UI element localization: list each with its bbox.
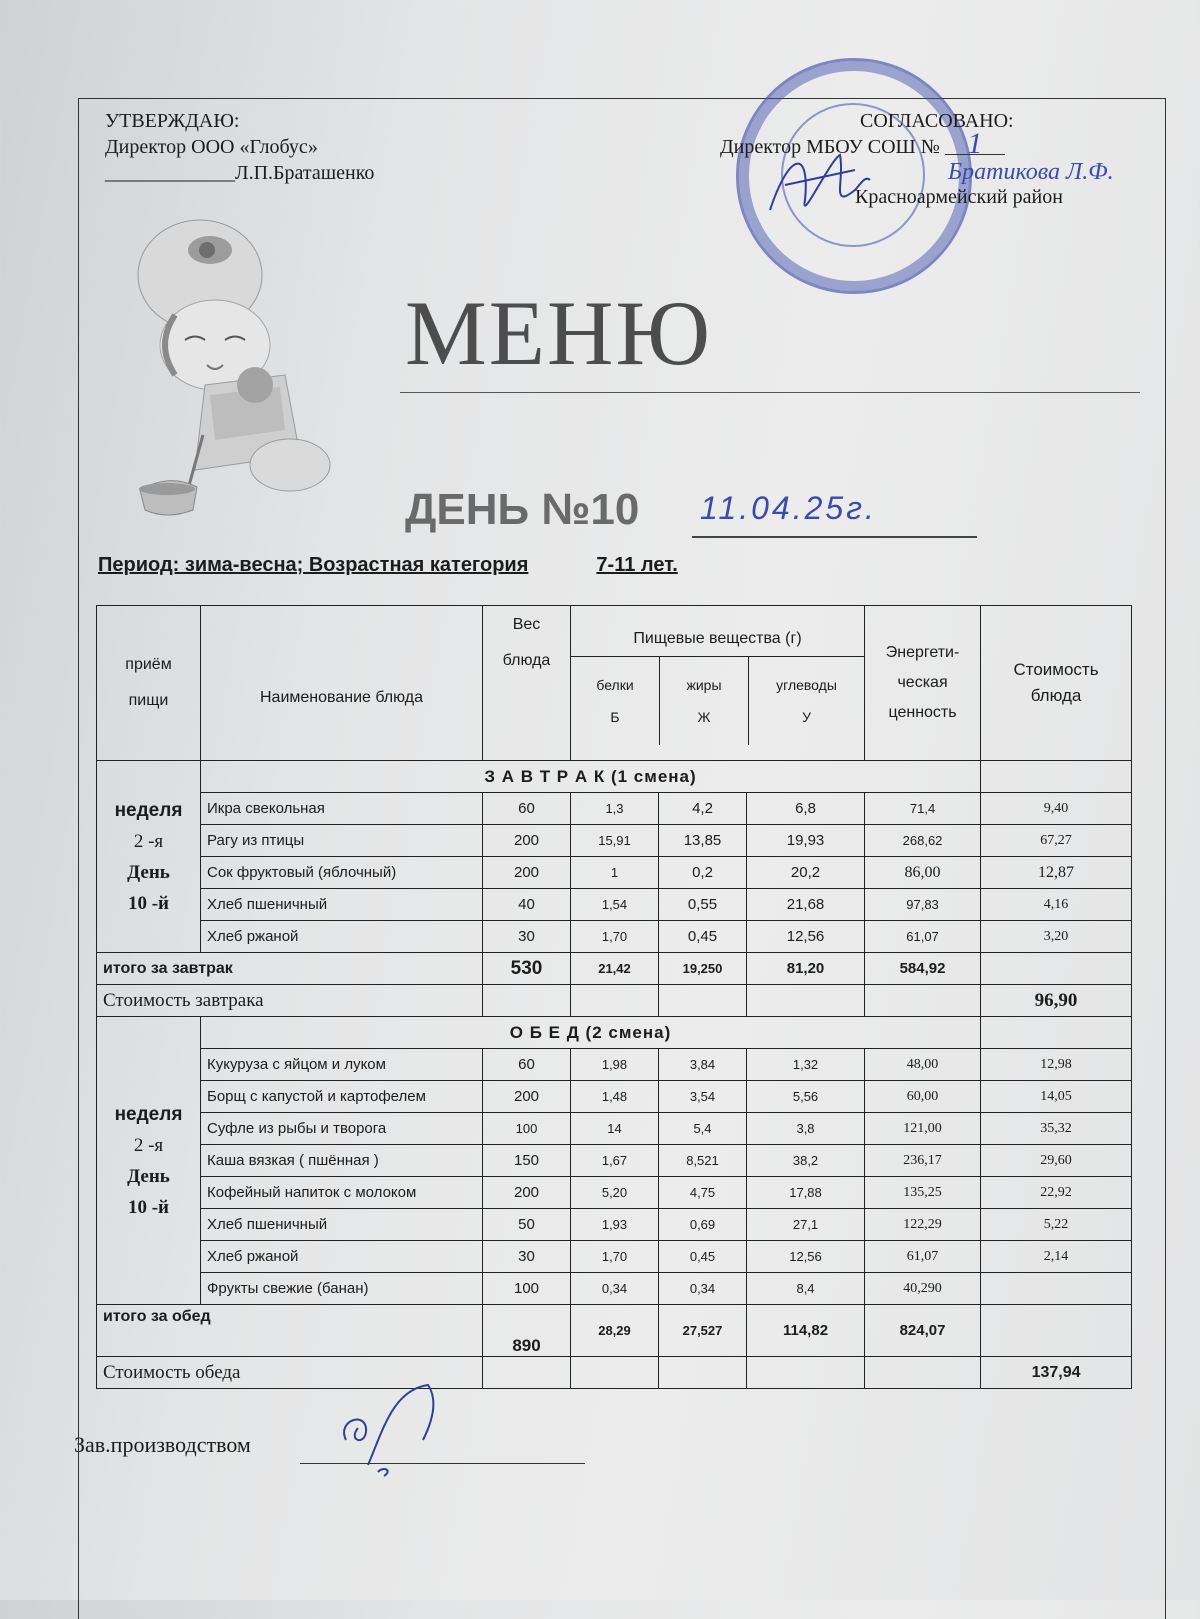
table-row — [97, 793, 1132, 825]
dish-fat: 4,2 — [659, 793, 747, 825]
dish-name: Кукуруза с яйцом и луком — [201, 1049, 483, 1081]
dish-fat: 4,75 — [659, 1177, 747, 1209]
agree-title: СОГЛАСОВАНО: — [860, 110, 1014, 132]
dish-cost: 14,05 — [981, 1081, 1132, 1113]
dish-name: Фрукты свежие (банан) — [201, 1273, 483, 1305]
header-carbs: углеводы У — [776, 676, 837, 725]
total-protein: 21,42 — [571, 953, 659, 985]
dish-name: Икра свекольная — [201, 793, 483, 825]
dish-cost: 9,40 — [981, 793, 1132, 825]
approve-signature-line: _____________Л.П.Браташенко — [105, 162, 375, 184]
dish-carbs: 12,56 — [747, 921, 865, 953]
dish-cost: 2,14 — [981, 1241, 1132, 1273]
dish-energy: 135,25 — [865, 1177, 981, 1209]
dish-weight: 200 — [483, 825, 571, 857]
dish-cost: 4,16 — [981, 889, 1132, 921]
table-row — [97, 1241, 1132, 1273]
dish-fat: 0,55 — [659, 889, 747, 921]
dish-weight: 200 — [483, 1177, 571, 1209]
total-label: итого за обед — [97, 1305, 483, 1357]
cost-value: 96,90 — [981, 985, 1132, 1017]
dish-fat: 0,34 — [659, 1273, 747, 1305]
dish-weight: 50 — [483, 1209, 571, 1241]
header-cost: Стоимость блюда — [981, 606, 1132, 761]
dish-fat: 13,85 — [659, 825, 747, 857]
date-underline — [692, 536, 977, 538]
dish-protein: 1,70 — [571, 1241, 659, 1273]
breakfast-section-row — [97, 761, 1132, 793]
period-line — [98, 554, 678, 577]
breakfast-cost-row — [97, 985, 1132, 1017]
table-row — [97, 1081, 1132, 1113]
footer-label: Зав.производством — [74, 1432, 251, 1457]
dish-fat: 3,84 — [659, 1049, 747, 1081]
table-row — [97, 1113, 1132, 1145]
dish-energy: 121,00 — [865, 1113, 981, 1145]
dish-name: Хлеб пшеничный — [201, 1209, 483, 1241]
dish-protein: 1,3 — [571, 793, 659, 825]
dish-carbs: 8,4 — [747, 1273, 865, 1305]
table-row — [97, 1145, 1132, 1177]
dish-cost: 5,22 — [981, 1209, 1132, 1241]
lunch-section-title: О Б Е Д (2 смена) — [201, 1017, 981, 1049]
dish-cost: 35,32 — [981, 1113, 1132, 1145]
dish-fat: 8,521 — [659, 1145, 747, 1177]
dish-name: Борщ с капустой и картофелем — [201, 1081, 483, 1113]
total-label: итого за завтрак — [97, 953, 483, 985]
dish-carbs: 6,8 — [747, 793, 865, 825]
nutrients-title: Пищевые вещества (г) — [571, 622, 864, 657]
approve-title: УТВЕРЖДАЮ: — [105, 110, 240, 132]
table-row — [97, 1273, 1132, 1305]
dish-cost — [981, 1273, 1132, 1305]
dish-fat: 0,45 — [659, 921, 747, 953]
dish-weight: 200 — [483, 1081, 571, 1113]
dish-name: Суфле из рыбы и творога — [201, 1113, 483, 1145]
handwritten-date: 11.04.25г. — [700, 490, 877, 526]
dish-carbs: 1,32 — [747, 1049, 865, 1081]
header-nutrients — [571, 606, 865, 761]
dish-fat: 5,4 — [659, 1113, 747, 1145]
header-fat: жиры Ж — [660, 657, 749, 745]
header-protein: белки Б — [571, 657, 660, 745]
total-energy: 584,92 — [865, 953, 981, 985]
dish-weight: 30 — [483, 1241, 571, 1273]
dish-name: Хлеб ржаной — [201, 921, 483, 953]
dish-cost: 29,60 — [981, 1145, 1132, 1177]
dish-carbs: 3,8 — [747, 1113, 865, 1145]
dish-energy: 48,00 — [865, 1049, 981, 1081]
dish-carbs: 19,93 — [747, 825, 865, 857]
dish-name: Хлеб ржаной — [201, 1241, 483, 1273]
agree-district: Красноармейский район — [855, 186, 1063, 208]
dish-name: Рагу из птицы — [201, 825, 483, 857]
lunch-week-cell: неделя 2 -я День 10 -й — [97, 1017, 201, 1305]
dish-weight: 100 — [483, 1113, 571, 1145]
lunch-total-row — [97, 1305, 1132, 1357]
dish-carbs: 5,56 — [747, 1081, 865, 1113]
dish-weight: 30 — [483, 921, 571, 953]
header-dish: Наименование блюда — [201, 606, 483, 761]
dish-energy: 236,17 — [865, 1145, 981, 1177]
dish-energy: 71,4 — [865, 793, 981, 825]
dish-energy: 268,62 — [865, 825, 981, 857]
dish-energy: 61,07 — [865, 1241, 981, 1273]
dish-weight: 150 — [483, 1145, 571, 1177]
dish-cost: 67,27 — [981, 825, 1132, 857]
table-row — [97, 825, 1132, 857]
page-title: МЕНЮ — [405, 282, 712, 384]
dish-energy: 40,290 — [865, 1273, 981, 1305]
table-header-row — [97, 606, 1132, 761]
table-row — [97, 889, 1132, 921]
dish-weight: 200 — [483, 857, 571, 889]
chef-illustration — [115, 205, 345, 525]
director-signature — [760, 140, 880, 230]
dish-protein: 14 — [571, 1113, 659, 1145]
total-fat: 19,250 — [659, 953, 747, 985]
dish-cost: 3,20 — [981, 921, 1132, 953]
breakfast-total-row — [97, 953, 1132, 985]
dish-energy: 122,29 — [865, 1209, 981, 1241]
cost-label: Стоимость обеда — [97, 1357, 483, 1389]
total-carbs: 114,82 — [747, 1305, 865, 1357]
dish-carbs: 38,2 — [747, 1145, 865, 1177]
agree-handwritten-name: Братикова Л.Ф. — [948, 159, 1114, 185]
dish-name: Сок фруктовый (яблочный) — [201, 857, 483, 889]
total-carbs: 81,20 — [747, 953, 865, 985]
period-ages: 7-11 лет. — [596, 554, 678, 576]
header-meal: приём пищи — [97, 606, 201, 761]
dish-protein: 1,54 — [571, 889, 659, 921]
period-label: Период: зима-весна; Возрастная категория — [98, 554, 529, 576]
dish-protein: 1,67 — [571, 1145, 659, 1177]
table-row — [97, 857, 1132, 889]
day-title: ДЕНЬ №10 — [405, 485, 640, 534]
cost-value: 137,94 — [981, 1357, 1132, 1389]
agree-position: Директор МБОУ СОШ № — [720, 136, 940, 158]
approve-block — [105, 108, 374, 186]
header-energy: Энергети- ческая ценность — [865, 606, 981, 761]
dish-protein: 0,34 — [571, 1273, 659, 1305]
table-row — [97, 921, 1132, 953]
dish-fat: 0,45 — [659, 1241, 747, 1273]
agree-school-number: 1 — [945, 134, 1005, 155]
dish-weight: 40 — [483, 889, 571, 921]
dish-carbs: 17,88 — [747, 1177, 865, 1209]
table-row — [97, 1049, 1132, 1081]
dish-carbs: 21,68 — [747, 889, 865, 921]
dish-fat: 0,69 — [659, 1209, 747, 1241]
table-row — [97, 1177, 1132, 1209]
breakfast-section-title: З А В Т Р А К (1 смена) — [201, 761, 981, 793]
dish-energy: 97,83 — [865, 889, 981, 921]
dish-name: Кофейный напиток с молоком — [201, 1177, 483, 1209]
menu-table — [96, 605, 1132, 1389]
dish-weight: 60 — [483, 1049, 571, 1081]
total-weight: 890 — [483, 1305, 571, 1357]
total-protein: 28,29 — [571, 1305, 659, 1357]
dish-cost: 22,92 — [981, 1177, 1132, 1209]
dish-name: Каша вязкая ( пшённая ) — [201, 1145, 483, 1177]
cost-label: Стоимость завтрака — [97, 985, 483, 1017]
dish-name: Хлеб пшеничный — [201, 889, 483, 921]
dish-protein: 1 — [571, 857, 659, 889]
dish-cost: 12,98 — [981, 1049, 1132, 1081]
lunch-cost-row — [97, 1357, 1132, 1389]
dish-protein: 1,70 — [571, 921, 659, 953]
dish-carbs: 12,56 — [747, 1241, 865, 1273]
table-row — [97, 1209, 1132, 1241]
dish-carbs: 20,2 — [747, 857, 865, 889]
dish-fat: 0,2 — [659, 857, 747, 889]
header-weight: Вес блюда — [483, 606, 571, 761]
dish-energy: 61,07 — [865, 921, 981, 953]
breakfast-week-cell: неделя 2 -я День 10 -й — [97, 761, 201, 953]
total-weight: 530 — [483, 953, 571, 985]
total-energy: 824,07 — [865, 1305, 981, 1357]
dish-energy: 60,00 — [865, 1081, 981, 1113]
dish-protein: 1,98 — [571, 1049, 659, 1081]
total-fat: 27,527 — [659, 1305, 747, 1357]
approve-position: Директор ООО «Глобус» — [105, 136, 318, 158]
dish-protein: 1,48 — [571, 1081, 659, 1113]
dish-protein: 5,20 — [571, 1177, 659, 1209]
dish-fat: 3,54 — [659, 1081, 747, 1113]
production-manager-signature — [338, 1380, 448, 1480]
dish-carbs: 27,1 — [747, 1209, 865, 1241]
dish-weight: 60 — [483, 793, 571, 825]
dish-protein: 15,91 — [571, 825, 659, 857]
title-underline — [400, 392, 1140, 393]
dish-cost: 12,87 — [981, 857, 1132, 889]
dish-weight: 100 — [483, 1273, 571, 1305]
lunch-section-row — [97, 1017, 1132, 1049]
dish-protein: 1,93 — [571, 1209, 659, 1241]
dish-energy: 86,00 — [865, 857, 981, 889]
